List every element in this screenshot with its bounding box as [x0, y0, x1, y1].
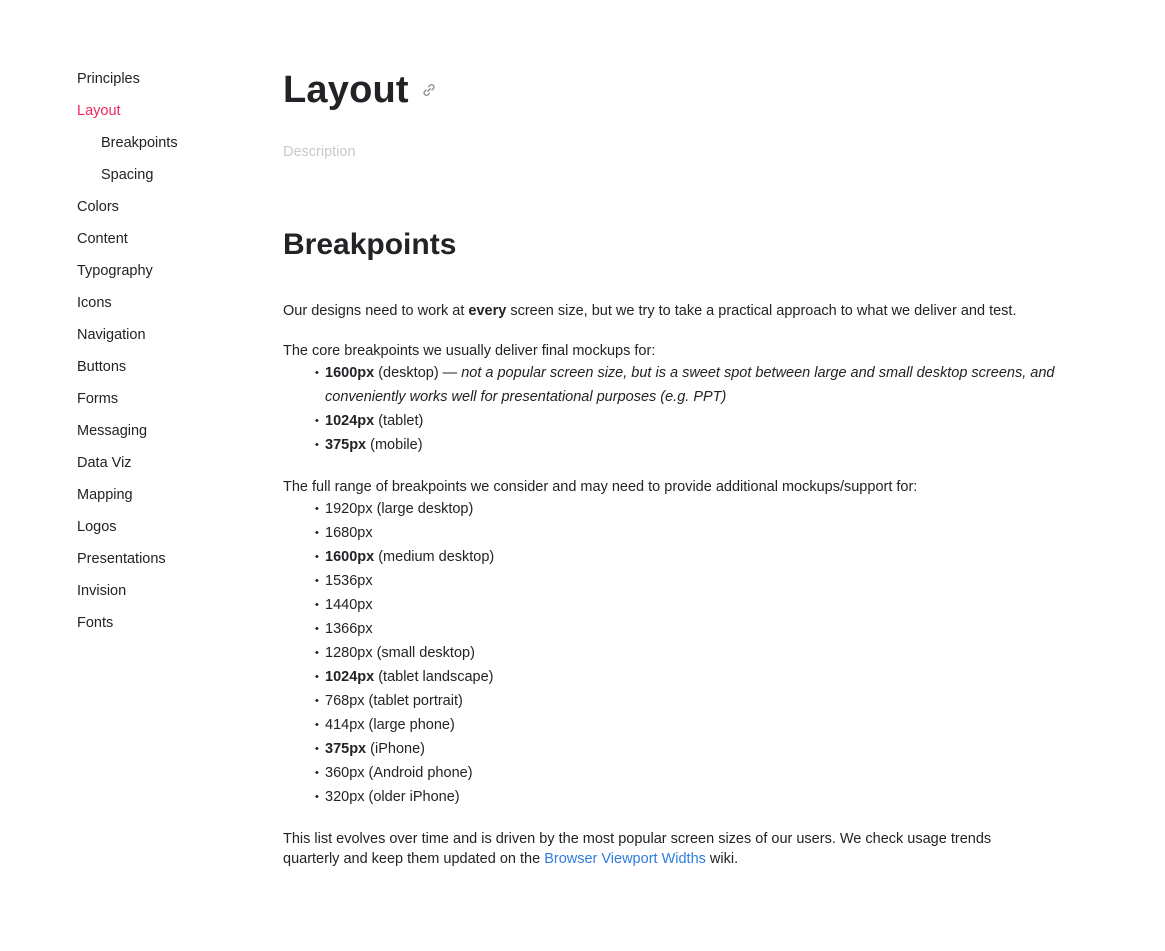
sidebar-nav [77, 68, 257, 644]
list-item-value: 1600px [325, 365, 375, 381]
list-item [315, 521, 815, 545]
sidebar-item-icons[interactable]: Icons [77, 295, 112, 311]
list-item-text: 320px (older iPhone) [325, 789, 460, 805]
list-item-value: 1024px [325, 669, 375, 685]
sidebar-item-principles[interactable]: Principles [77, 71, 140, 87]
sidebar-item-data-viz[interactable]: Data Viz [77, 455, 132, 471]
list-item [315, 641, 815, 665]
page-title: Layout [283, 68, 409, 111]
sidebar-item-messaging[interactable]: Messaging [77, 423, 148, 439]
list-item-text: 414px (large phone) [325, 717, 455, 733]
sidebar-item-forms[interactable]: Forms [77, 391, 119, 407]
outro-text-before: This list evolves over time and is driven by the most popular screen sizes of our users. We check usage trends quarterly and keep them updated on the [283, 831, 992, 867]
sidebar-item-typography[interactable]: Typography [77, 263, 153, 279]
list-item-text: 1680px [325, 525, 373, 541]
sidebar-item-logos[interactable]: Logos [77, 519, 117, 535]
list-item-text: (tablet landscape) [374, 669, 494, 685]
sidebar-item-buttons[interactable]: Buttons [77, 359, 127, 375]
list-item [315, 497, 815, 521]
list-item [315, 737, 815, 761]
sidebar-item-layout[interactable]: Layout [77, 103, 121, 119]
intro-emphasis: every [468, 303, 507, 319]
list-item-value: 1024px [325, 413, 375, 429]
outro-paragraph [283, 829, 1023, 869]
list-item [315, 433, 1055, 457]
list-item-text: (medium desktop) [374, 549, 495, 565]
core-breakpoints-list [315, 361, 1055, 457]
sidebar-item-mapping[interactable]: Mapping [77, 487, 133, 503]
full-breakpoints-list [315, 497, 815, 809]
sidebar-item-colors[interactable]: Colors [77, 199, 119, 215]
link-icon[interactable] [421, 82, 437, 98]
list-item-text: 768px (tablet portrait) [325, 693, 463, 709]
sidebar-item-presentations[interactable]: Presentations [77, 551, 166, 567]
sidebar-subitem-spacing[interactable]: Spacing [101, 167, 154, 183]
sidebar-subitem-breakpoints[interactable]: Breakpoints [101, 135, 178, 151]
page-header [283, 64, 1063, 116]
sidebar-item-fonts[interactable]: Fonts [77, 615, 114, 631]
core-breakpoints-intro: The core breakpoints we usually deliver final mockups for: [283, 343, 656, 359]
list-item-text: 1920px (large desktop) [325, 501, 474, 517]
list-item [315, 689, 815, 713]
list-item-value: 375px [325, 741, 367, 757]
list-item-text: 360px (Android phone) [325, 765, 473, 781]
list-item-text: 1536px [325, 573, 373, 589]
list-item [315, 361, 1055, 409]
list-item [315, 569, 815, 593]
sidebar-item-invision[interactable]: Invision [77, 583, 127, 599]
outro-text-after: wiki. [705, 851, 739, 867]
sidebar-item-content[interactable]: Content [77, 231, 128, 247]
main-content [283, 64, 1063, 867]
list-item [315, 593, 815, 617]
description-placeholder[interactable]: Description [283, 144, 356, 160]
section-title-breakpoints: Breakpoints [283, 228, 457, 261]
intro-paragraph [283, 301, 1016, 321]
sidebar-item-navigation[interactable]: Navigation [77, 327, 146, 343]
list-item [315, 665, 815, 689]
list-item-text: 1440px [325, 597, 373, 613]
intro-text-before: Our designs need to work at [283, 303, 469, 319]
intro-text-after: screen size, but we try to take a practical approach to what we deliver and test. [506, 303, 1017, 319]
list-item-text: 1280px (small desktop) [325, 645, 475, 661]
list-item-text: (tablet) [374, 413, 424, 429]
list-item-text: (iPhone) [366, 741, 425, 757]
list-item-text: 1366px [325, 621, 373, 637]
list-item [315, 713, 815, 737]
list-item-text: (mobile) [366, 437, 423, 453]
list-item [315, 409, 1055, 433]
browser-viewport-widths-link[interactable]: Browser Viewport Widths [544, 851, 706, 867]
full-breakpoints-intro: The full range of breakpoints we consider and may need to provide additional mockups/support for: [283, 479, 918, 495]
list-item [315, 761, 815, 785]
list-item-value: 1600px [325, 549, 375, 565]
list-item [315, 785, 815, 809]
list-item-note: not a popular screen size, but is a sweet spot between large and small desktop screens, and conveniently works well for presentational purposes (e.g. PPT) [325, 365, 1055, 405]
list-item-text: (desktop) — [374, 365, 462, 381]
list-item [315, 545, 815, 569]
list-item-value: 375px [325, 437, 367, 453]
list-item [315, 617, 815, 641]
